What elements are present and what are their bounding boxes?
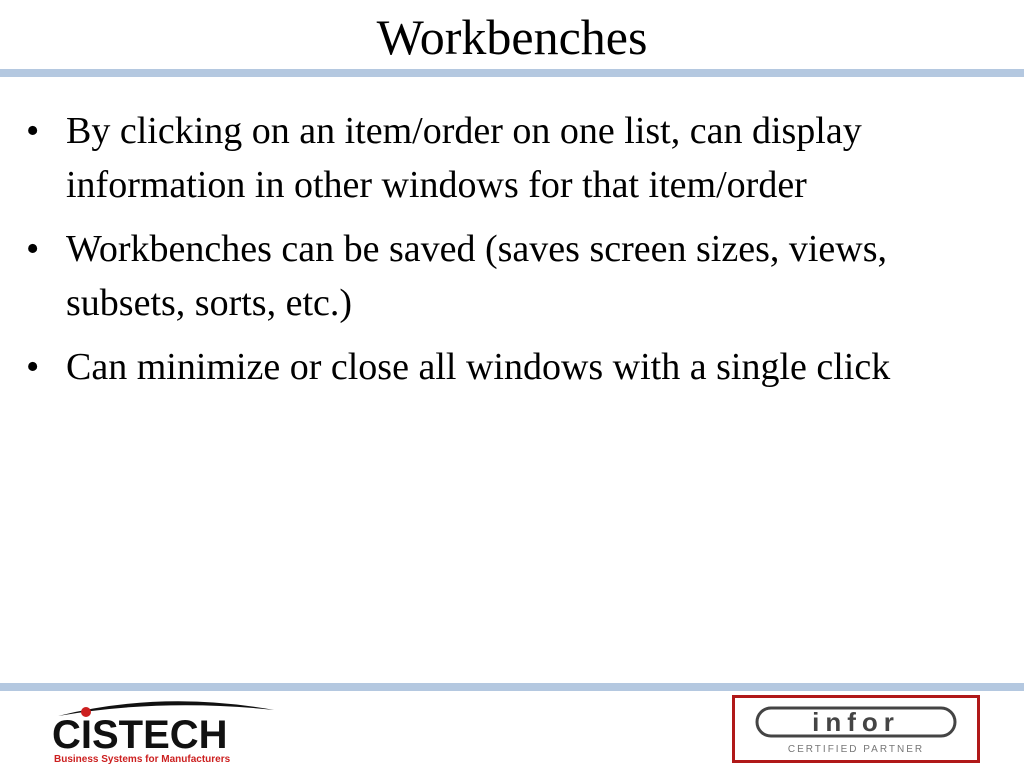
infor-subtitle: CERTIFIED PARTNER <box>787 744 925 755</box>
bullet-marker: • <box>26 346 40 388</box>
infor-wordmark-text: infor <box>812 707 900 737</box>
bullet-item <box>26 340 986 394</box>
bullet-list <box>26 104 986 404</box>
bullet-item <box>26 222 986 330</box>
slide-title: Workbenches <box>376 9 648 65</box>
bullet-text: Workbenches can be saved (saves screen sizes, views, subsets, sorts, etc.) <box>66 228 888 324</box>
bullet-text: Can minimize or close all windows with a single click <box>66 346 891 388</box>
cistech-tagline: Business Systems for Manufacturers <box>54 754 231 765</box>
bottom-divider <box>0 683 1024 691</box>
top-divider <box>0 69 1024 77</box>
bullet-item <box>26 104 986 212</box>
bullet-text: By clicking on an item/order on one list, can display information in other windows for that item/order <box>66 110 862 206</box>
infor-logo <box>732 695 980 763</box>
cistech-wordmark: CISTECH <box>52 713 228 757</box>
cistech-logo <box>52 696 280 768</box>
infor-wordmark-icon <box>755 704 957 740</box>
bullet-marker: • <box>26 110 40 152</box>
bullet-marker: • <box>26 228 40 270</box>
